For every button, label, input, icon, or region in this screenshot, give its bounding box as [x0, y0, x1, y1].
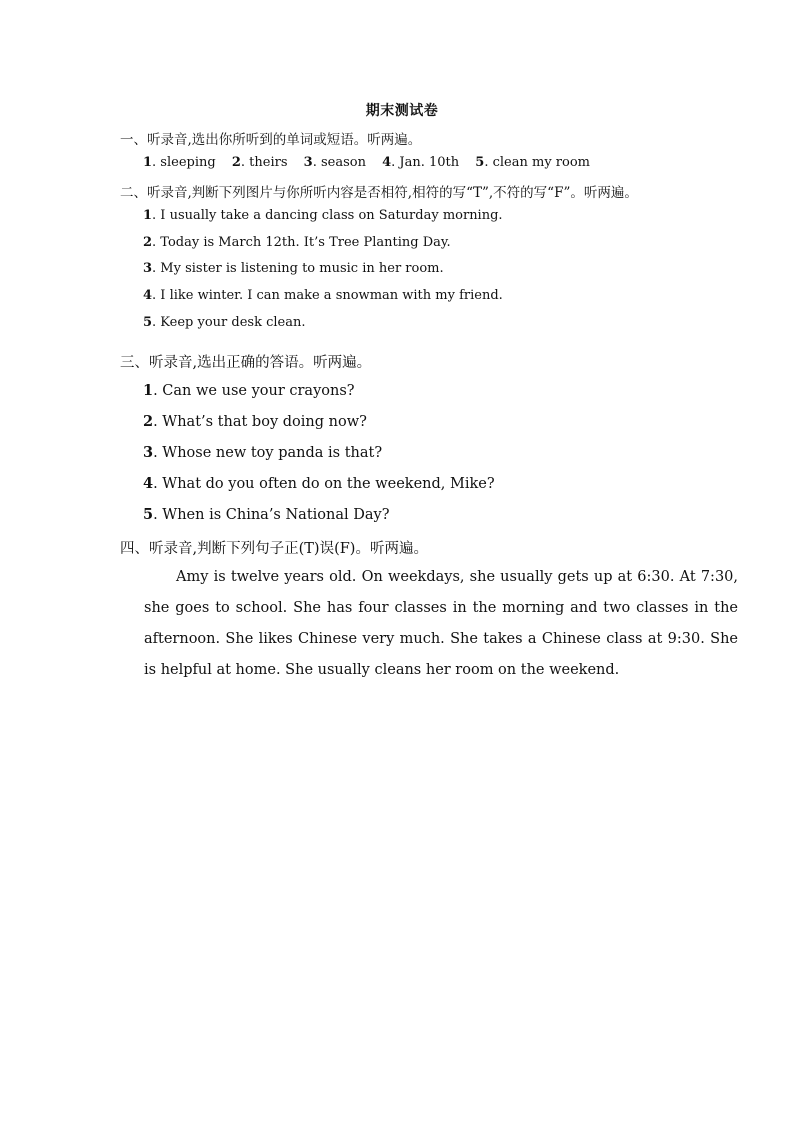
section-2-item-3: 3. My sister is listening to music in her room. — [143, 261, 444, 276]
section-2-item-1: 1. I usually take a dancing class on Saturday morning. — [143, 208, 503, 223]
section-1-items — [143, 155, 602, 170]
section-3-item-1: 1. Can we use your crayons? — [143, 382, 355, 399]
section-4-passage: Amy is twelve years old. On weekdays, she usually gets up at 6:30. At 7:30, she goes to school. She has four classes in the morning and two classes in the afternoon. She likes Chinese very much. She takes a Chinese class at 9:30. She is helpful at home. She usually cleans her room on the weekend. — [144, 569, 738, 678]
section-2-heading: 二、听录音,判断下列图片与你所听内容是否相符,相符的写“T”,不符的写“F”。听两遍。 — [120, 185, 638, 201]
section-1-item-1: 1. sleeping — [143, 155, 216, 170]
section-1-heading: 一、听录音,选出你所听到的单词或短语。听两遍。 — [120, 132, 422, 148]
section-1-item-2: 2. theirs — [231, 155, 288, 170]
section-2-item-5: 5. Keep your desk clean. — [143, 315, 306, 330]
page-title: 期末测试卷 — [365, 103, 439, 119]
section-1-item-4: 4. Jan. 10th — [382, 155, 460, 170]
section-4-heading: 四、听录音,判断下列句子正(T)误(F)。听两遍。 — [120, 541, 428, 557]
section-3-item-5: 5. When is China’s National Day? — [143, 506, 390, 523]
section-3-item-4: 4. What do you often do on the weekend, Mike? — [143, 475, 495, 492]
section-1-item-3: 3. season — [303, 155, 366, 170]
section-1-item-5: 5. clean my room — [475, 155, 590, 170]
section-3-heading: 三、听录音,选出正确的答语。听两遍。 — [120, 355, 372, 371]
section-2-item-4: 4. I like winter. I can make a snowman with my friend. — [143, 288, 503, 303]
section-3-item-3: 3. Whose new toy panda is that? — [143, 444, 383, 461]
section-2-item-2: 2. Today is March 12th. It’s Tree Planting Day. — [143, 235, 451, 250]
section-3-item-2: 2. What’s that boy doing now? — [143, 413, 367, 430]
